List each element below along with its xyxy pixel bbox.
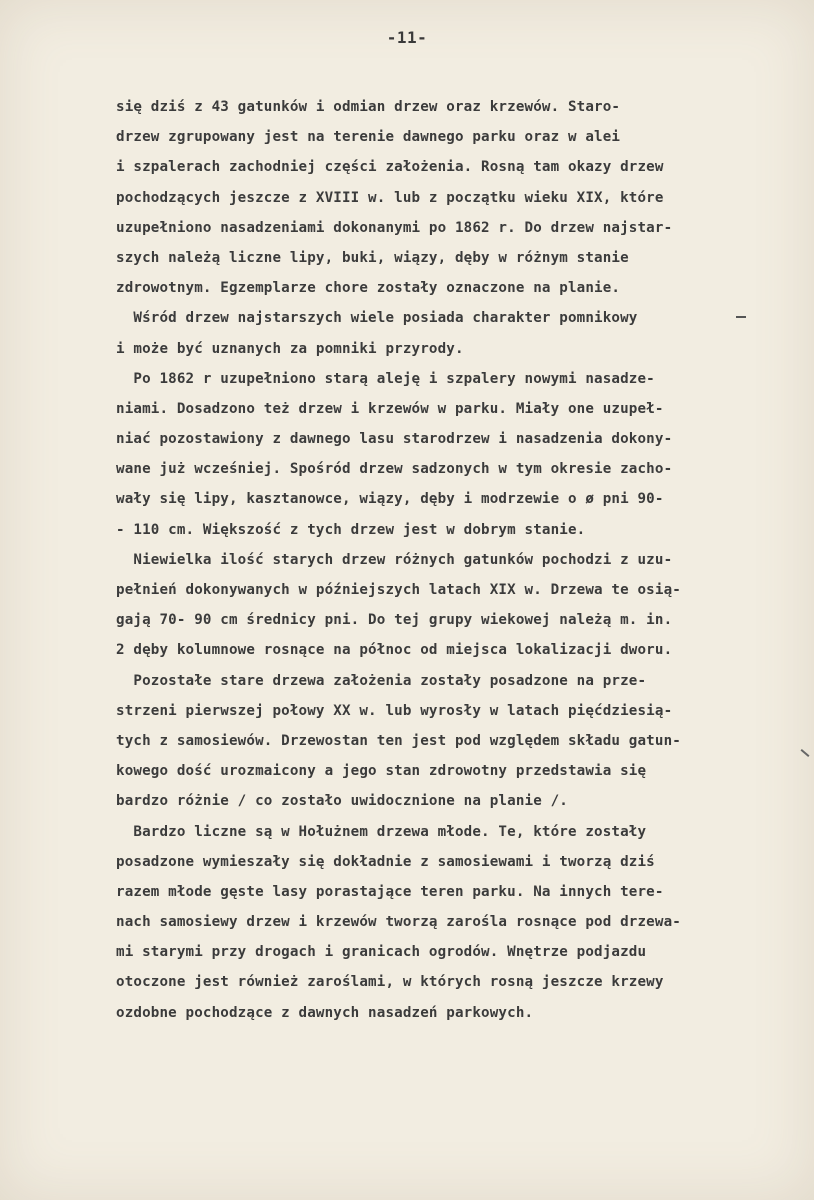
text-line: strzeni pierwszej połowy XX w. lub wyrosły w latach pięćdziesią- — [116, 702, 673, 719]
text-line: zdrowotnym. Egzemplarze chore zostały oznaczone na planie. — [116, 280, 621, 297]
pen-mark — [801, 749, 810, 757]
text-line: i szpalerach zachodniej części założenia. Rosną tam okazy drzew — [116, 159, 664, 176]
text-line: wane już wcześniej. Spośród drzew sadzonych w tym okresie zacho- — [116, 461, 673, 478]
text-line: uzupełniono nasadzeniami dokonanymi po 1862 r. Do drzew najstar- — [116, 219, 673, 236]
text-line: nach samosiewy drzew i krzewów tworzą zarośla rosnące pod drzewa- — [116, 914, 681, 931]
text-line: tych z samosiewów. Drzewostan ten jest pod względem składu gatun- — [116, 732, 681, 749]
body-text — [116, 92, 776, 1028]
text-line: razem młode gęste lasy porastające teren parku. Na innych tere- — [116, 883, 664, 900]
text-line: pełnień dokonywanych w późniejszych latach XIX w. Drzewa te osią- — [116, 582, 681, 598]
text-line: Bardzo liczne są w Hołużnem drzewa młode. Te, które zostały — [116, 823, 647, 840]
text-line: gają 70- 90 cm średnicy pni. Do tej grupy wiekowej należą m. in. — [116, 612, 673, 629]
text-line: drzew zgrupowany jest na terenie dawnego parku oraz w alei — [116, 129, 621, 146]
text-line: - 110 cm. Większość z tych drzew jest w dobrym stanie. — [116, 521, 586, 538]
text-line: niami. Dosadzono też drzew i krzewów w parku. Miały one uzupeł- — [116, 400, 664, 417]
text-line: bardzo różnie / co zostało uwidocznione na planie /. — [116, 793, 568, 810]
pen-mark — [736, 316, 746, 318]
text-line: pochodzących jeszcze z XVIII w. lub z początku wieku XIX, które — [116, 189, 664, 206]
text-line: Pozostałe stare drzewa założenia zostały posadzone na prze- — [116, 672, 647, 689]
text-line: szych należą liczne lipy, buki, wiązy, dęby w różnym stanie — [116, 249, 629, 266]
text-line: ozdobne pochodzące z dawnych nasadzeń parkowych. — [116, 1004, 534, 1021]
text-line: otoczone jest również zaroślami, w których rosną jeszcze krzewy — [116, 974, 664, 991]
text-line: kowego dość urozmaicony a jego stan zdrowotny przedstawia się — [116, 763, 647, 780]
text-line: niać pozostawiony z dawnego lasu starodrzew i nasadzenia dokony- — [116, 431, 673, 448]
text-line: i może być uznanych za pomniki przyrody. — [116, 340, 464, 357]
text-line: Po 1862 r uzupełniono starą aleję i szpalery nowymi nasadze- — [116, 370, 655, 387]
text-line: posadzone wymieszały się dokładnie z samosiewami i tworzą dziś — [116, 853, 655, 870]
text-line: 2 dęby kolumnowe rosnące na północ od miejsca lokalizacji dworu. — [116, 642, 673, 659]
text-line: Niewielka ilość starych drzew różnych gatunków pochodzi z uzu- — [116, 551, 673, 568]
page-number: -11- — [386, 28, 428, 47]
text-line: wały się lipy, kasztanowce, wiązy, dęby i modrzewie o ø pni 90- — [116, 491, 664, 508]
text-line: się dziś z 43 gatunków i odmian drzew oraz krzewów. Staro- — [116, 99, 621, 115]
text-line: Wśród drzew najstarszych wiele posiada charakter pomnikowy — [116, 310, 638, 327]
text-line: mi starymi przy drogach i granicach ogrodów. Wnętrze podjazdu — [116, 944, 647, 961]
